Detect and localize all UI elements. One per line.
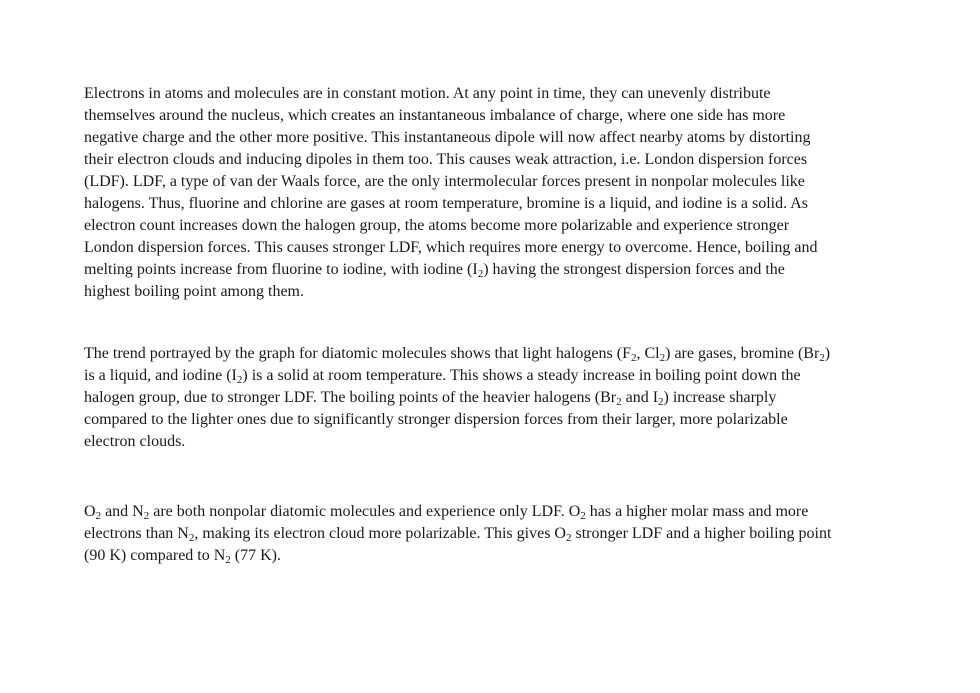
text-line [84, 431, 892, 453]
text-run: electron clouds. [84, 433, 186, 450]
subscript: 2 [225, 554, 231, 566]
text-run: negative charge and the other more positive. This instantaneous dipole will now affect nearby atoms by distorting [84, 129, 811, 146]
subscript: 2 [658, 396, 664, 408]
text-run: electrons than N [84, 525, 189, 542]
text-line [84, 365, 892, 387]
text-run: , making its electron cloud more polarizable. This gives O [194, 525, 566, 542]
text-line [84, 343, 892, 365]
subscript: 2 [819, 352, 825, 364]
text-run: London dispersion forces. This causes stronger LDF, which requires more energy to overcome. Hence, boiling and [84, 239, 818, 256]
text-run: ) is a solid at room temperature. This shows a steady increase in boiling point down the [242, 367, 801, 384]
text-run: melting points increase from fluorine to iodine, with iodine (I [84, 261, 478, 278]
subscript: 2 [188, 532, 195, 544]
subscript: 2 [143, 510, 150, 522]
text-run: their electron clouds and inducing dipoles in them too. This causes weak attraction, i.e. London dispersion forces [84, 151, 808, 168]
text-run: (77 K). [230, 547, 282, 564]
subscript: 2 [659, 352, 666, 364]
text-line [84, 545, 892, 567]
text-line [84, 127, 892, 149]
text-line [84, 171, 892, 193]
subscript: 2 [616, 396, 622, 408]
text-run: O [84, 503, 96, 520]
text-line [84, 501, 892, 523]
text-run: halogens. Thus, fluorine and chlorine are gases at room temperature, bromine is a liquid, and iodine is a solid. As [84, 195, 808, 212]
text-line [84, 193, 892, 215]
text-run: The trend portrayed by the graph for diatomic molecules shows that light halogens (F [84, 345, 631, 362]
text-line [84, 149, 892, 171]
text-line [84, 259, 892, 281]
text-run: stronger LDF and a higher boiling point [571, 525, 832, 542]
text-run: is a liquid, and iodine (I [84, 367, 237, 384]
text-run: compared to the lighter ones due to significantly stronger dispersion forces from their larger, more polarizable [84, 411, 788, 428]
text-run: and N [101, 503, 144, 520]
text-run: are both nonpolar diatomic molecules and experience only LDF. O [149, 503, 581, 520]
text-line [84, 105, 892, 127]
text-run: (90 K) compared to N [84, 547, 226, 564]
subscript: 2 [477, 268, 484, 280]
text-line [84, 523, 892, 545]
text-run: halogen group, due to stronger LDF. The boiling points of the heavier halogens (Br [84, 389, 617, 406]
text-run: , Cl [636, 345, 660, 362]
text-run: ) [824, 345, 831, 362]
subscript: 2 [95, 510, 102, 522]
text-line [84, 281, 892, 303]
text-line [84, 215, 892, 237]
text-run: themselves around the nucleus, which creates an instantaneous imbalance of charge, where one side has more [84, 107, 786, 124]
subscript: 2 [630, 352, 637, 364]
text-run: electron count increases down the halogen group, the atoms become more polarizable and experience stronger [84, 217, 790, 234]
text-run: (LDF). LDF, a type of van der Waals force, are the only intermolecular forces present in nonpolar molecules like [84, 173, 805, 190]
subscript: 2 [580, 510, 586, 522]
text-run: highest boiling point among them. [84, 283, 304, 300]
text-line [84, 83, 892, 105]
text-run: ) having the strongest dispersion forces and the [483, 261, 785, 278]
paragraph-halogen-trend [84, 343, 892, 453]
text-line [84, 387, 892, 409]
paragraph-london-dispersion-forces [84, 83, 892, 303]
paragraph-oxygen-nitrogen [84, 501, 892, 567]
text-run: and I [621, 389, 659, 406]
text-run: ) are gases, bromine (Br [665, 345, 820, 362]
text-run: ) increase sharply [663, 389, 777, 406]
text-run: has a higher molar mass and more [585, 503, 809, 520]
subscript: 2 [565, 532, 572, 544]
text-run: Electrons in atoms and molecules are in constant motion. At any point in time, they can unevenly distribute [84, 85, 771, 102]
text-line [84, 409, 892, 431]
text-line [84, 237, 892, 259]
subscript: 2 [236, 374, 243, 386]
